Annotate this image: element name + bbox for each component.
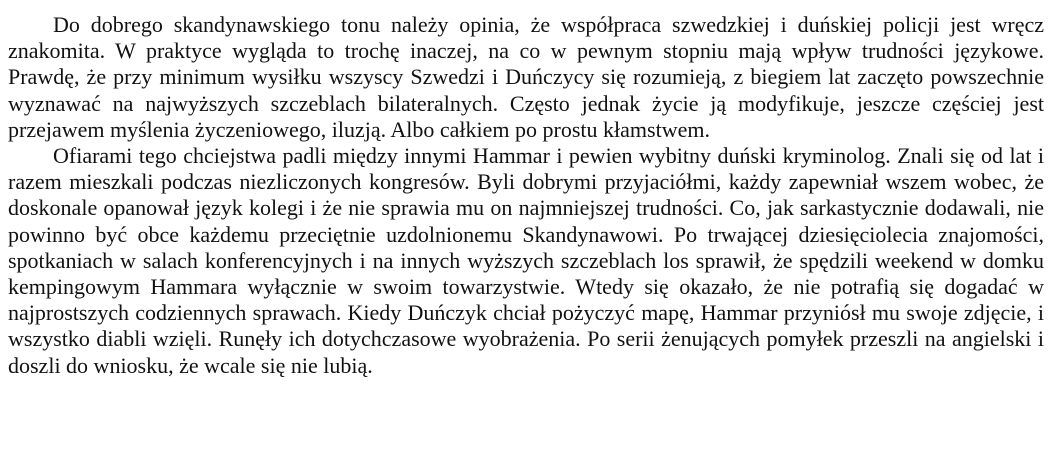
document-page	[8, 12, 1044, 379]
paragraph-2: Ofiarami tego chciejstwa padli między innymi Hammar i pewien wybitny duński kryminolog. Znali się od lat i razem mieszkali podczas niezliczonych kongresów. Byli dobrymi przyjaciółmi, każdy zapewniał wszem wobec, że doskonale opanował język kolegi i że nie sprawia mu on najmniejszej trudności. Co, jak sarkastycznie dodawali, nie powinno być obce każdemu przeciętnie uzdolnionemu Skandynawowi. Po trwającej dziesięciolecia znajomości, spotkaniach w salach konferencyjnych i na innych wyższych szczeblach los sprawił, że spędzili weekend w domku kempingowym Hammara wyłącznie w swoim towarzystwie. Wtedy się okazało, że nie potrafią się dogadać w najprostszych codziennych sprawach. Kiedy Duńczyk chciał pożyczyć mapę, Hammar przyniósł mu swoje zdjęcie, i wszystko diabli wzięli. Runęły ich dotychczasowe wyobrażenia. Po serii żenujących pomyłek przeszli na angielski i doszli do wniosku, że wcale się nie lubią.	[8, 143, 1044, 378]
paragraph-1: Do dobrego skandynawskiego tonu należy opinia, że współpraca szwedzkiej i duńskiej policji jest wręcz znakomita. W praktyce wygląda to trochę inaczej, na co w pewnym stopniu mają wpływ trudności językowe. Prawdę, że przy minimum wysiłku wszyscy Szwedzi i Duńczycy się rozumieją, z biegiem lat zaczęto powszechnie wyznawać na najwyższych szczeblach bilateralnych. Często jednak życie ją modyfikuje, jeszcze częściej jest przejawem myślenia życzeniowego, iluzją. Albo całkiem po prostu kłamstwem.	[8, 12, 1044, 142]
